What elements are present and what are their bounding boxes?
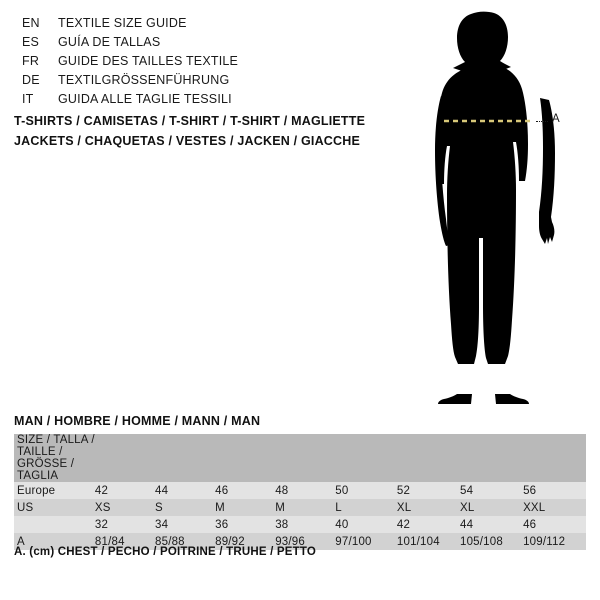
language-title: GUIDA ALLE TAGLIE TESSILI xyxy=(58,92,232,106)
table-header-spacer xyxy=(275,434,335,482)
row-cell: 93/96 xyxy=(275,533,335,550)
table-header-spacer xyxy=(335,434,397,482)
language-code: ES xyxy=(22,35,40,49)
row-cell: 48 xyxy=(275,482,335,499)
row-cell: 40 xyxy=(335,516,397,533)
row-cell: 32 xyxy=(95,516,155,533)
row-cell: 46 xyxy=(523,516,586,533)
row-cell: 36 xyxy=(215,516,275,533)
table-header-spacer xyxy=(95,434,155,482)
language-row xyxy=(22,14,402,33)
row-cell: S xyxy=(155,499,215,516)
language-code: FR xyxy=(22,54,40,68)
row-cell: 56 xyxy=(523,482,586,499)
row-cell: 89/92 xyxy=(215,533,275,550)
row-cell: 54 xyxy=(460,482,523,499)
table-header-spacer xyxy=(155,434,215,482)
row-cell: 101/104 xyxy=(397,533,460,550)
row-cell: 38 xyxy=(275,516,335,533)
language-list xyxy=(22,14,402,109)
row-cell: 52 xyxy=(397,482,460,499)
category-jackets: JACKETS / CHAQUETAS / VESTES / JACKEN / GIACCHE xyxy=(14,134,361,148)
row-cell: XL xyxy=(397,499,460,516)
row-cell: M xyxy=(275,499,335,516)
row-cell: 85/88 xyxy=(155,533,215,550)
row-cell: 34 xyxy=(155,516,215,533)
row-cell: 42 xyxy=(397,516,460,533)
category-tshirts: T-SHIRTS / CAMISETAS / T-SHIRT / T-SHIRT / MAGLIETTE xyxy=(14,114,366,128)
language-code: IT xyxy=(22,92,34,106)
language-title: TEXTILE SIZE GUIDE xyxy=(58,16,187,30)
row-cell: XXL xyxy=(523,499,586,516)
category-headings xyxy=(14,111,414,151)
row-cell: 105/108 xyxy=(460,533,523,550)
male-silhouette-figure xyxy=(400,10,600,410)
row-cell: L xyxy=(335,499,397,516)
row-cell: 46 xyxy=(215,482,275,499)
row-cell: 42 xyxy=(95,482,155,499)
row-cell: 44 xyxy=(155,482,215,499)
language-title: GUIDE DES TAILLES TEXTILE xyxy=(58,54,239,68)
language-row xyxy=(22,90,402,109)
row-label: US xyxy=(14,499,95,516)
row-cell: 109/112 xyxy=(523,533,586,550)
table-header-label: SIZE / TALLA / TAILLE / GRÖSSE / TAGLIA xyxy=(14,434,95,482)
language-code: DE xyxy=(22,73,40,87)
section-heading-man: MAN / HOMBRE / HOMME / MANN / MAN xyxy=(14,414,261,428)
size-table xyxy=(14,434,586,550)
table-header-spacer xyxy=(215,434,275,482)
language-row xyxy=(22,33,402,52)
row-label: Europe xyxy=(14,482,95,499)
row-cell: 97/100 xyxy=(335,533,397,550)
silhouette-icon xyxy=(400,10,600,410)
chest-measure-label: A xyxy=(552,113,560,125)
row-cell: 81/84 xyxy=(95,533,155,550)
row-cell: XS xyxy=(95,499,155,516)
table-row xyxy=(14,499,586,516)
language-row xyxy=(22,52,402,71)
table-row xyxy=(14,516,586,533)
chest-leader-line xyxy=(536,121,548,122)
row-cell: XL xyxy=(460,499,523,516)
table-header-row xyxy=(14,434,586,482)
footnote-chest: A. (cm) CHEST / PECHO / POITRINE / TRUHE / PETTO xyxy=(14,546,317,558)
language-code: EN xyxy=(22,16,40,30)
row-label xyxy=(14,516,95,533)
row-label: A xyxy=(14,533,95,550)
table-row xyxy=(14,482,586,499)
table-header-spacer xyxy=(460,434,523,482)
language-title: TEXTILGRÖSSENFÜHRUNG xyxy=(58,73,230,87)
table-header-spacer xyxy=(397,434,460,482)
row-cell: M xyxy=(215,499,275,516)
language-row xyxy=(22,71,402,90)
table-header-spacer xyxy=(523,434,586,482)
language-title: GUÍA DE TALLAS xyxy=(58,35,161,49)
row-cell: 50 xyxy=(335,482,397,499)
row-cell: 44 xyxy=(460,516,523,533)
